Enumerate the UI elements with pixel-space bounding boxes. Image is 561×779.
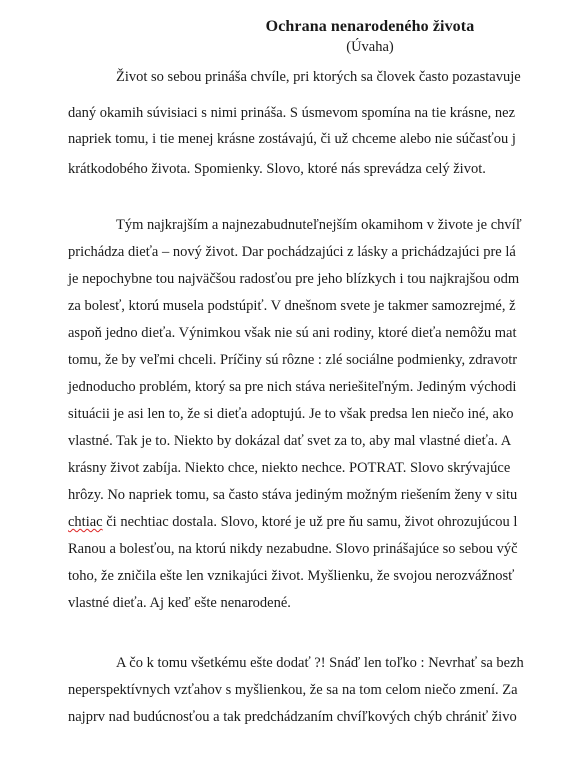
paragraph-line: krásny život zabíja. Niekto chce, niekto nechce. POTRAT. Slovo skrývajúce [68, 460, 511, 476]
paragraph-line: vlastné dieťa. Aj keď ešte nenarodené. [68, 595, 291, 611]
paragraph-line: Život so sebou prináša chvíle, pri ktorých sa človek často pozastavuje [116, 69, 521, 85]
paragraph-line: toho, že zničila ešte len vznikajúci život. Myšlienku, že svojou nerozvážnosť [68, 568, 515, 584]
paragraph-line: A čo k tomu všetkému ešte dodať ?! Snáď len toľko : Nevrhať sa bezh [116, 655, 524, 671]
paragraph-line: napriek tomu, i tie menej krásne zostávajú, či už chceme alebo nie súčasťou j [68, 131, 516, 147]
document-title: Ochrana nenarodeného života [265, 18, 475, 35]
paragraph-line: najprv nad budúcnosťou a tak predchádzaním chvíľkových chýb chrániť živo [68, 709, 517, 725]
paragraph-line-with-spellcheck: chtiac či nechtiac dostala. Slovo, ktoré je už pre ňu samu, život ohrozujúcou l [68, 514, 518, 530]
paragraph-line: daný okamih súvisiaci s nimi prináša. S úsmevom spomína na tie krásne, nez [68, 105, 516, 121]
paragraph-line: aspoň jedno dieťa. Výnimkou však nie sú ani rodiny, ktoré dieťa nemôžu mat [68, 325, 517, 341]
paragraph-line: je nepochybne tou najväčšou radosťou pre jeho blízkych i tou najkrajšou odm [68, 271, 520, 287]
paragraph-line: tomu, že by veľmi chceli. Príčiny sú rôzne : zlé sociálne podmienky, zdravotr [68, 352, 518, 368]
spellcheck-underline: chtiac [68, 514, 103, 530]
paragraph-line: situácii je asi len to, že si dieťa adoptujú. Je to však predsa len niečo iné, ako [68, 406, 514, 422]
paragraph-line: jednoducho problém, ktorý sa pre nich stáva neriešiteľným. Jediným východi [68, 379, 517, 395]
paragraph-line: prichádza dieťa – nový život. Dar pochádzajúci z lásky a prichádzajúci pre lá [68, 244, 516, 260]
paragraph-line: hrôzy. No napriek tomu, sa často stáva jediným možným riešením ženy v situ [68, 487, 518, 503]
paragraph-line: krátkodobého života. Spomienky. Slovo, ktoré nás sprevádza celý život. [68, 161, 486, 177]
paragraph-line: vlastné. Tak je to. Niekto by dokázal dať svet za to, aby mal vlastné dieťa. A [68, 433, 512, 449]
paragraph-line: neperspektívnych vzťahov s myšlienkou, že sa na tom celom niečo zmení. Za [68, 682, 518, 698]
document-subtitle: (Úvaha) [346, 39, 394, 55]
paragraph-line: za bolesť, ktorú musela podstúpiť. V dnešnom svete je takmer samozrejmé, ž [68, 298, 516, 314]
paragraph-line: Tým najkrajším a najnezabudnuteľnejším okamihom v živote je chvíľ [116, 217, 522, 233]
paragraph-line: Ranou a bolesťou, na ktorú nikdy nezabudne. Slovo prinášajúce so sebou výč [68, 541, 518, 557]
